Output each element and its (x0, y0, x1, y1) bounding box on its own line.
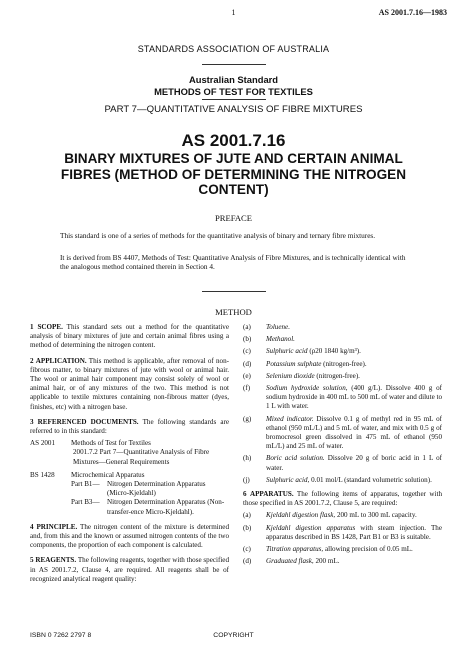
list-item (243, 372, 442, 381)
section-principle (30, 523, 229, 551)
list-item-label: (g) (243, 414, 252, 423)
section-title: SCOPE. (37, 323, 63, 331)
list-item-label: (d) (243, 359, 252, 368)
isbn: ISBN 0 7262 2797 8 (30, 632, 92, 639)
list-item-name: Potassium sulphate (266, 359, 322, 368)
divider (202, 291, 266, 292)
reference-code: BS 1428 (30, 470, 55, 479)
list-item-text: 200 mL. (313, 557, 340, 566)
list-item-text: (400 g/L). Dissolve 400 g of sodium hydroxide in 400 mL to 500 mL of water and dilute to 1 L with water. (266, 384, 443, 411)
divider (202, 99, 266, 100)
list-item-text: allowing precision of 0.05 mL. (323, 545, 413, 554)
method-heading: METHOD (215, 307, 252, 317)
document-reference: AS 2001.7.16—1983 (378, 8, 447, 17)
left-column (30, 323, 229, 590)
page-number: 1 (231, 8, 236, 17)
section-number: 1 (30, 323, 34, 331)
section-reagents (30, 556, 229, 584)
list-item-name: Titration apparatus, (266, 545, 324, 554)
section-title: APPARATUS. (249, 490, 294, 499)
list-item-text: Dissolve 0.1 g of methyl red in 95 mL of ethanol (950 mL/L) and 5 mL of water, and mix with 0.5 g of bromocresol green dissolved in 475 mL of ethanol (950 mL/L) and 25 mL of water. (266, 414, 442, 451)
reference-part (71, 498, 229, 516)
list-item-name: Boric acid solution. (266, 454, 325, 463)
list-item-label: (h) (243, 454, 252, 463)
reference-title: Microchemical Apparatus (71, 470, 145, 479)
section-text: The following items of apparatus, together with those specified in AS 2001.7.2, Clause 5, are required: (243, 490, 442, 508)
list-item-label: (b) (243, 523, 252, 532)
list-item-label: (a) (243, 323, 251, 331)
section-text: This method is applicable, after removal of non-fibrous matter, to binary mixtures of jute with wool or animal hair. The wool or animal hair component may consist solely of wool or animal hair, or of any mixtures of the two. This method is not applicable to textile mixtures containing non-fibrous matter (dyes, finishes, etc) with a nitrogen base. (30, 356, 229, 411)
list-item (243, 415, 442, 452)
list-item-text: (nitrogen-free). (321, 359, 367, 368)
list-item-text: 200 mL to 300 mL capacity. (335, 511, 417, 520)
reference-entry (30, 471, 229, 517)
section-text: The nitrogen content of the mixture is determined and, from this and the known or assumed nitrogen contents of the two components, the proportion of each component is calculated. (30, 522, 229, 550)
section-number: 2 (30, 356, 34, 365)
standard-designation: AS 2001.7.16 (181, 131, 286, 150)
list-item-text: 0.01 mol/L (standard volumetric solution). (309, 475, 432, 484)
reference-part-title: Nitrogen Determination Apparatus (Micro-Kjeldahl) (107, 480, 206, 498)
section-number: 5 (30, 556, 34, 565)
section-title: APPLICATION. (35, 356, 87, 365)
section-application (30, 357, 229, 412)
reagent-list (243, 323, 442, 485)
list-item-label: (c) (243, 545, 251, 554)
section-text: The following reagents, together with those specified in AS 2001.7.2, Clause 4, are required. All reagents shall be of recognized analytical reagent quality: (30, 556, 230, 583)
list-item-label: (e) (243, 371, 251, 380)
section-scope (30, 323, 229, 351)
list-item (243, 323, 442, 332)
list-item-text: with steam injection. The apparatus described in BS 1428, Part B1 or B3 is suitable. (266, 523, 443, 541)
divider (202, 64, 266, 65)
list-item-name: Kjeldahl digestion apparatus (266, 523, 356, 532)
list-item (243, 347, 442, 356)
list-item (243, 545, 442, 554)
reference-part: 2001.7.2 Part 7—Quantitative Analysis of Fibre Mixtures—General Requirements (73, 448, 210, 466)
section-number: 4 (30, 522, 34, 531)
list-item-label: (d) (243, 557, 252, 566)
list-item-label: (b) (243, 335, 252, 344)
series-title: METHODS OF TEST FOR TEXTILES (154, 86, 313, 97)
list-item-name: Graduated flask, (266, 557, 314, 566)
list-item (243, 476, 442, 485)
list-item-text: (ρ20 1840 kg/m³). (307, 347, 361, 356)
reference-title: Methods of Test for Textiles (71, 439, 151, 448)
section-number: 3 (30, 417, 34, 426)
list-item-name: Sulphuric acid, (266, 475, 310, 484)
reference-entry (30, 439, 229, 467)
list-item (243, 511, 442, 520)
standard-type: Australian Standard (188, 74, 279, 85)
list-item-name: Methanol. (266, 335, 295, 344)
section-title: REAGENTS. (35, 556, 77, 565)
document-title: BINARY MIXTURES OF JUTE AND CERTAIN ANIMAL FIBRES (METHOD OF DETERMINING THE NITROGEN CONTENT) (60, 151, 407, 198)
section-title: REFERENCED DOCUMENTS. (37, 417, 139, 426)
list-item-label: (c) (243, 347, 251, 356)
part-title: PART 7—QUANTITATIVE ANALYSIS OF FIBRE MIXTURES (104, 104, 363, 115)
list-item-label: (f) (243, 384, 251, 393)
section-title: PRINCIPLE. (36, 522, 78, 531)
list-item (243, 454, 442, 472)
list-item-name: Kjeldahl digestion flask, (266, 511, 336, 520)
preface-paragraph: It is derived from BS 4407, Methods of Test: Quantitative Analysis of Fibre Mixtures, and is technically identical with the analogous method contained therein in Section 4. (60, 253, 406, 272)
reference-part-number: Part B1— (71, 480, 100, 489)
list-item-label: (j) (243, 475, 250, 484)
list-item (243, 557, 442, 566)
preface-heading: PREFACE (214, 213, 253, 223)
organisation-name: STANDARDS ASSOCIATION OF AUSTRALIA (137, 44, 330, 54)
copyright-notice: COPYRIGHT (213, 632, 254, 639)
list-item-text: Dissolve 20 g of boric acid in 1 L of water. (266, 454, 443, 472)
reference-part-number: Part B3— (71, 498, 100, 507)
reference-part (71, 480, 229, 498)
list-item (243, 384, 442, 412)
reference-code: AS 2001 (30, 439, 56, 448)
apparatus-list (243, 511, 442, 566)
list-item-text: (nitrogen-free). (314, 371, 360, 380)
section-number: 6 (243, 490, 247, 499)
section-apparatus (243, 490, 442, 508)
right-column (243, 323, 442, 569)
list-item (243, 524, 442, 542)
list-item-name: Selenium dioxide (266, 371, 315, 380)
list-item (243, 335, 442, 344)
section-text: This standard sets out a method for the quantitative analysis of binary mixtures of jute and certain animal fibres using a method of determining the nitrogen content. (30, 323, 229, 350)
section-text: The following standards are referred to in this standard: (30, 417, 229, 436)
list-item-name: Mixed indicator. (266, 414, 314, 423)
section-referenced-documents (30, 418, 229, 436)
list-item-name: Sodium hydroxide solution, (266, 384, 348, 393)
list-item (243, 360, 442, 369)
list-item-name: Toluene. (266, 323, 290, 331)
list-item-label: (a) (243, 511, 251, 520)
preface-paragraph: This standard is one of a series of methods for the quantitative analysis of binary and ternary fibre mixtures. (60, 231, 376, 240)
reference-part-title: Nitrogen Determination Apparatus (Non-transfer-ence Micro-Kjeldahl). (107, 498, 225, 516)
list-item-name: Sulphuric acid (266, 347, 308, 356)
